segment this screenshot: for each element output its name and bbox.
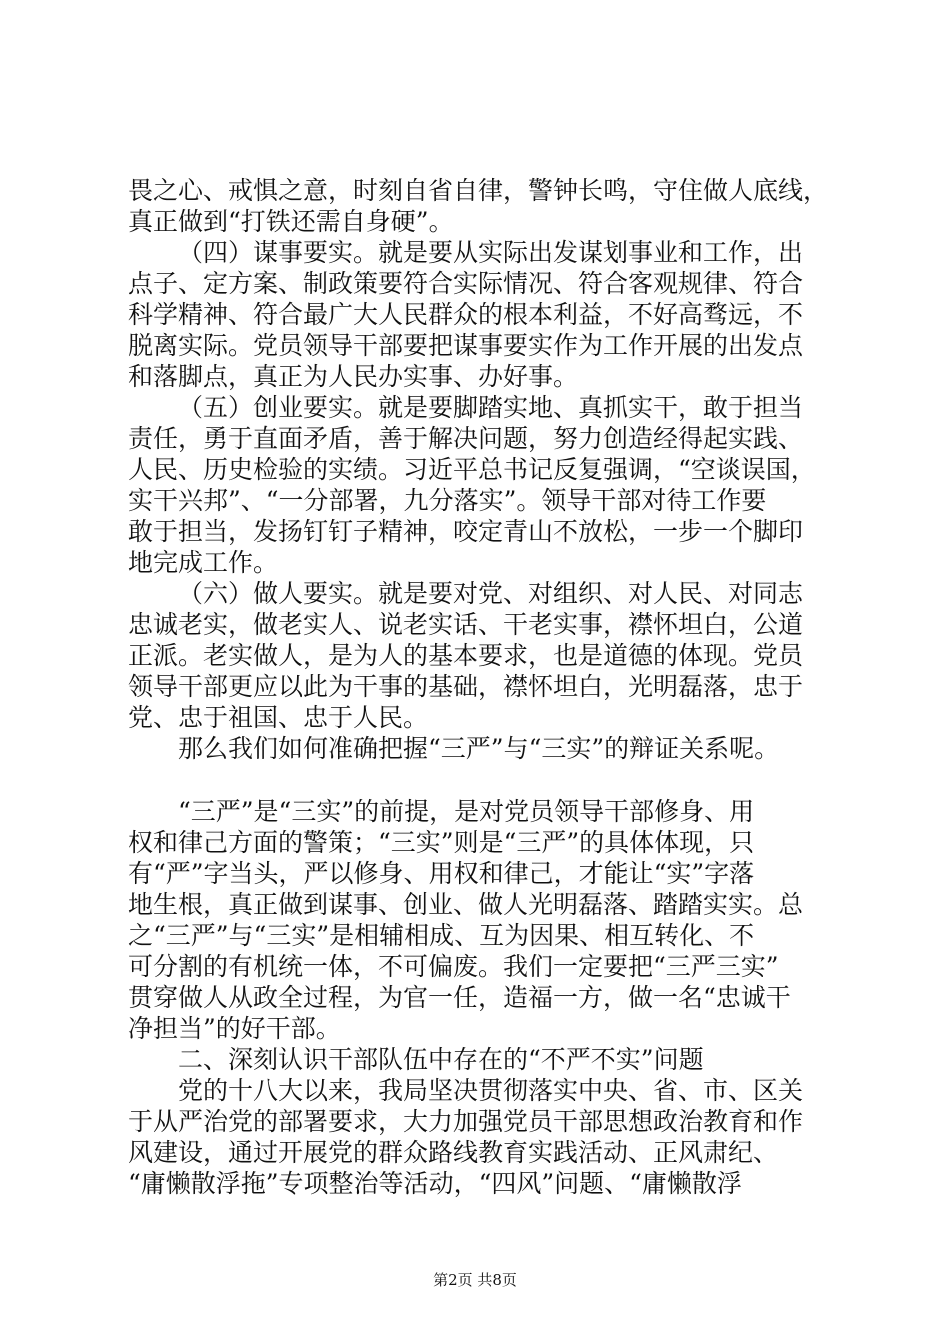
text-line: 敢于担当，发扬钉钉子精神，咬定青山不放松，一步一个脚印 — [128, 517, 804, 546]
section-heading-six: （六）做人要实。就是要对党、对组织、对人民、对同志 — [178, 579, 804, 608]
text-line: 脱离实际。党员领导干部要把谋事要实作为工作开展的出发点 — [128, 331, 804, 360]
text-line: 有“严”字当头，严以修身、用权和律己，才能让“实”字落 — [128, 859, 755, 888]
section-heading-four: （四）谋事要实。就是要从实际出发谋划事业和工作，出 — [178, 238, 804, 267]
text-line: 实干兴邦”、“一分部署，九分落实”。领导干部对待工作要 — [128, 486, 767, 515]
document-body — [128, 175, 828, 1199]
text-line: 可分割的有机统一体，不可偏废。我们一定要把“三严三实” — [128, 952, 779, 981]
text-line: 畏之心、戒惧之意，时刻自省自律，警钟长鸣，守住做人底线， — [128, 176, 829, 205]
text-line: “三严”是“三实”的前提，是对党员领导干部修身、用 — [178, 797, 755, 826]
text-line: 之“三严”与“三实”是相辅相成、互为因果、相互转化、不 — [128, 921, 755, 950]
question-line: 那么我们如何准确把握“三严”与“三实”的辩证关系呢。 — [178, 734, 780, 763]
text-line: 责任，勇于直面矛盾，善于解决问题，努力创造经得起实践、 — [128, 424, 804, 453]
text-line: 地完成工作。 — [128, 548, 279, 577]
page-number-footer: 第2页 共8页 — [433, 1271, 517, 1289]
text-line: 净担当”的好干部。 — [128, 1014, 341, 1043]
text-line: 地生根，真正做到谋事、创业、做人光明磊落、踏踏实实。总 — [128, 890, 804, 919]
text-line: 人民、历史检验的实绩。习近平总书记反复强调，“空谈误国， — [128, 455, 816, 484]
text-line: 领导干部更应以此为干事的基础，襟怀坦白，光明磊落，忠于 — [128, 672, 804, 701]
text-line: 真正做到“打铁还需自身硬”。 — [128, 207, 454, 236]
text-line: “庸懒散浮拖”专项整治等活动，“四风”问题、“庸懒散浮 — [128, 1169, 742, 1198]
text-line: 权和律己方面的警策；“三实”则是“三严”的具体体现，只 — [128, 828, 755, 857]
text-line: 点子、定方案、制政策要符合实际情况、符合客观规律、符合 — [128, 269, 804, 298]
text-line: 贯穿做人从政全过程，为官一任，造福一方，做一名“忠诚干 — [128, 983, 791, 1012]
text-line: 和落脚点，真正为人民办实事、办好事。 — [128, 362, 579, 391]
text-line: 党、忠于祖国、忠于人民。 — [128, 703, 429, 732]
text-line: 党的十八大以来，我局坚决贯彻落实中央、省、市、区关 — [178, 1076, 804, 1105]
text-line: 科学精神、符合最广大人民群众的根本利益，不好高骛远，不 — [128, 300, 804, 329]
section-heading-five: （五）创业要实。就是要脚踏实地、真抓实干，敢于担当 — [178, 393, 804, 422]
section-heading-two: 二、深刻认识干部队伍中存在的“不严不实”问题 — [178, 1045, 704, 1074]
paragraph-gap — [128, 764, 828, 796]
text-line: 忠诚老实，做老实人、说老实话、干老实事，襟怀坦白，公道 — [128, 610, 804, 639]
text-line: 正派。老实做人，是为人的基本要求，也是道德的体现。党员 — [128, 641, 804, 670]
text-line: 风建设，通过开展党的群众路线教育实践活动、正风肃纪、 — [128, 1138, 779, 1167]
text-line: 于从严治党的部署要求，大力加强党员干部思想政治教育和作 — [128, 1107, 804, 1136]
